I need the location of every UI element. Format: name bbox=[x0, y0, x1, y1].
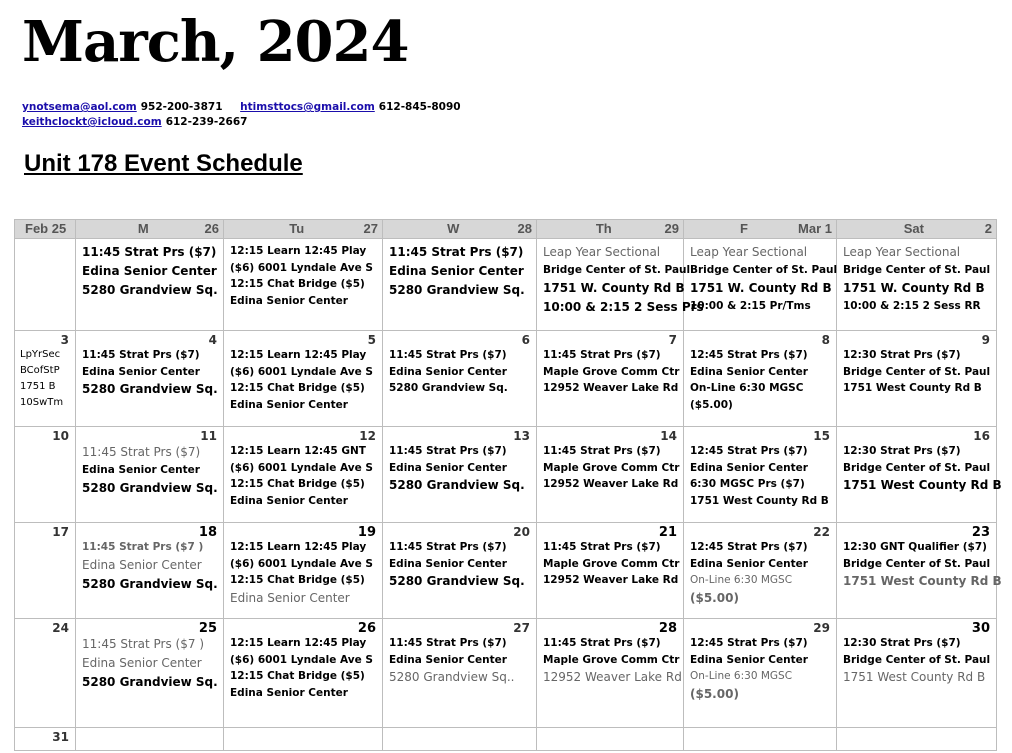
event-line: Edina Senior Center bbox=[230, 590, 350, 605]
header-cell bbox=[383, 220, 537, 239]
event-line: 12:30 Strat Prs ($7) bbox=[843, 637, 961, 649]
event-line: 12952 Weaver Lake Rd bbox=[543, 670, 682, 684]
page-title: March, 2024 bbox=[22, 9, 409, 75]
header-cell bbox=[15, 220, 76, 239]
day-number: 6 bbox=[521, 333, 530, 347]
day-cell bbox=[76, 427, 224, 523]
event-block bbox=[837, 347, 996, 397]
day-cell bbox=[684, 728, 837, 751]
event-line: ($6) 6001 Lyndale Ave S bbox=[230, 653, 373, 666]
day-number: 9 bbox=[981, 333, 990, 347]
header-day-name: Th bbox=[595, 221, 612, 236]
day-number: 26 bbox=[357, 621, 376, 636]
event-line: 5280 Grandview Sq. bbox=[389, 382, 508, 394]
header-date-number: 27 bbox=[363, 221, 378, 236]
event-line: Edina Senior Center bbox=[690, 653, 808, 666]
event-line: Bridge Center of St. Paul bbox=[843, 365, 991, 378]
event-block bbox=[224, 243, 382, 309]
event-line: Bridge Center of St. Paul bbox=[543, 264, 691, 276]
event-line: 12:15 Learn 12:45 Play bbox=[230, 349, 367, 361]
event-line: 6:30 MGSC Prs ($7) bbox=[690, 478, 805, 490]
event-block bbox=[684, 443, 836, 509]
event-line: ($6) 6001 Lyndale Ave S bbox=[230, 461, 373, 474]
day-cell bbox=[76, 523, 224, 619]
event-line: 1751 W. County Rd B bbox=[690, 280, 832, 295]
event-line: Edina Senior Center bbox=[389, 365, 507, 378]
day-cell bbox=[383, 523, 537, 619]
email-link-1[interactable]: ynotsema@aol.com bbox=[22, 101, 137, 113]
day-cell bbox=[837, 728, 997, 751]
week-row bbox=[15, 331, 997, 427]
phone-3: 612-239-2667 bbox=[165, 116, 248, 128]
event-line: Edina Senior Center bbox=[690, 557, 808, 570]
week-row bbox=[15, 728, 997, 751]
event-line: 1751 West County Rd B bbox=[843, 478, 1002, 492]
contact-line-2 bbox=[22, 115, 475, 130]
event-line: Maple Grove Comm Ctr bbox=[543, 365, 680, 378]
event-line: 5280 Grandview Sq. bbox=[389, 478, 525, 492]
day-number: 13 bbox=[513, 429, 530, 443]
day-number: 7 bbox=[668, 333, 677, 347]
week-row bbox=[15, 427, 997, 523]
event-line: On-Line 6:30 MGSC bbox=[690, 574, 793, 586]
event-line: ($5.00) bbox=[690, 686, 739, 701]
event-line: 12:45 Strat Prs ($7) bbox=[690, 349, 808, 361]
event-line: 12:15 Learn 12:45 GNT bbox=[230, 445, 366, 457]
event-line: 12:45 Strat Prs ($7) bbox=[690, 541, 808, 553]
event-line: 1751 B bbox=[20, 381, 56, 392]
event-line: 5280 Grandview Sq. bbox=[389, 283, 525, 297]
header-cell bbox=[224, 220, 383, 239]
day-number: 25 bbox=[198, 621, 217, 636]
day-cell bbox=[15, 728, 76, 751]
event-line: Edina Senior Center bbox=[389, 264, 524, 278]
event-line: 12:15 Chat Bridge ($5) bbox=[230, 278, 365, 290]
day-cell bbox=[537, 523, 684, 619]
event-line: Edina Senior Center bbox=[230, 686, 348, 699]
day-number: 14 bbox=[660, 429, 677, 443]
day-cell bbox=[684, 619, 837, 728]
event-block bbox=[537, 539, 683, 589]
event-line: 10:00 & 2:15 2 Sess RR bbox=[843, 299, 981, 312]
calendar-header-row bbox=[15, 220, 997, 239]
event-line: Edina Senior Center bbox=[230, 294, 348, 307]
day-cell bbox=[537, 239, 704, 331]
event-line: 5280 Grandview Sq.. bbox=[389, 670, 515, 684]
day-number: 3 bbox=[60, 333, 69, 347]
header-day-name: Tu bbox=[289, 221, 305, 236]
event-block bbox=[537, 635, 683, 687]
event-line: Bridge Center of St. Paul bbox=[843, 461, 991, 474]
contact-line-1 bbox=[22, 100, 475, 115]
day-cell bbox=[224, 619, 383, 728]
day-number: 11 bbox=[200, 429, 217, 443]
event-line: 10:00 & 2:15 Pr/Tms bbox=[690, 299, 811, 312]
day-cell bbox=[15, 619, 76, 728]
day-cell bbox=[76, 728, 224, 751]
event-block bbox=[224, 539, 382, 608]
event-line: 11:45 Strat Prs ($7) bbox=[543, 637, 661, 649]
day-number: 10 bbox=[52, 429, 69, 443]
event-line: 10SwTm bbox=[20, 397, 64, 408]
week-row bbox=[15, 523, 997, 619]
contact-info bbox=[22, 100, 475, 130]
event-block bbox=[76, 443, 223, 498]
event-line: Maple Grove Comm Ctr bbox=[543, 653, 680, 666]
event-block bbox=[224, 443, 382, 509]
day-cell bbox=[224, 427, 383, 523]
email-link-3[interactable]: keithclockt@icloud.com bbox=[22, 116, 162, 128]
event-block bbox=[224, 347, 382, 413]
schedule-subtitle: Unit 178 Event Schedule bbox=[24, 150, 303, 177]
day-cell bbox=[224, 331, 383, 427]
event-line: 12:15 Chat Bridge ($5) bbox=[230, 574, 365, 586]
event-line: 12:15 Learn 12:45 Play bbox=[230, 637, 367, 649]
header-cell bbox=[837, 220, 997, 239]
event-block bbox=[837, 243, 996, 314]
calendar-body bbox=[15, 239, 1002, 751]
event-line: 11:45 Strat Prs ($7) bbox=[82, 445, 201, 459]
event-line: 5280 Grandview Sq. bbox=[82, 480, 218, 495]
header-date-number: 26 bbox=[204, 221, 219, 236]
day-cell bbox=[537, 331, 684, 427]
day-number: 15 bbox=[813, 429, 830, 443]
event-block bbox=[76, 243, 223, 300]
event-line: 1751 W. County Rd B bbox=[543, 280, 685, 295]
event-line: 11:45 Strat Prs ($7) bbox=[82, 349, 200, 361]
week-row bbox=[15, 239, 997, 331]
event-line: On-Line 6:30 MGSC bbox=[690, 382, 804, 394]
event-block bbox=[224, 635, 382, 701]
event-line: 12952 Weaver Lake Rd bbox=[543, 382, 679, 394]
event-line: Edina Senior Center bbox=[389, 461, 507, 474]
event-line: 1751 W. County Rd B bbox=[843, 280, 985, 295]
day-cell bbox=[837, 619, 997, 728]
event-block bbox=[383, 443, 536, 495]
day-cell bbox=[383, 239, 537, 331]
event-line: 5280 Grandview Sq. bbox=[389, 574, 525, 588]
event-block bbox=[383, 347, 536, 397]
header-day-name: W bbox=[447, 221, 460, 236]
event-block bbox=[837, 635, 996, 687]
event-block bbox=[684, 347, 836, 413]
event-line: 11:45 Strat Prs ($7) bbox=[389, 445, 507, 457]
event-line: 1751 West County Rd B bbox=[843, 382, 982, 394]
event-line: Edina Senior Center bbox=[690, 365, 808, 378]
header-cell bbox=[684, 220, 837, 239]
header-day-name: Sat bbox=[903, 221, 924, 236]
event-line: ($5.00) bbox=[690, 398, 733, 411]
event-block bbox=[383, 539, 536, 591]
event-line: ($6) 6001 Lyndale Ave S bbox=[230, 261, 373, 274]
event-line: Edina Senior Center bbox=[82, 365, 200, 378]
event-line: 11:45 Strat Prs ($7) bbox=[389, 349, 507, 361]
event-block bbox=[684, 539, 836, 608]
header-date-number: 28 bbox=[517, 221, 532, 236]
event-line: Maple Grove Comm Ctr bbox=[543, 557, 680, 570]
event-line: Edina Senior Center bbox=[230, 494, 348, 507]
event-line: 11:45 Strat Prs ($7) bbox=[543, 349, 661, 361]
phone-1: 952-200-3871 bbox=[140, 101, 223, 113]
event-line: 11:45 Strat Prs ($7) bbox=[389, 245, 524, 259]
event-line: 12:30 Strat Prs ($7) bbox=[843, 445, 961, 457]
day-cell bbox=[684, 427, 837, 523]
event-line: Maple Grove Comm Ctr bbox=[543, 461, 680, 474]
event-line: Bridge Center of St. Paul bbox=[843, 264, 991, 276]
event-line: Edina Senior Center bbox=[82, 557, 202, 572]
event-line: 12:15 Learn 12:45 Play bbox=[230, 245, 367, 257]
event-line: Edina Senior Center bbox=[389, 653, 507, 666]
day-cell bbox=[684, 239, 837, 331]
event-block bbox=[837, 443, 1002, 495]
event-line: 11:45 Strat Prs ($7) bbox=[543, 445, 661, 457]
day-number: 20 bbox=[513, 525, 530, 539]
day-cell bbox=[224, 728, 383, 751]
day-cell bbox=[76, 239, 224, 331]
header-date-number: Mar 1 bbox=[798, 221, 832, 236]
day-cell bbox=[15, 427, 76, 523]
day-number: 24 bbox=[52, 621, 69, 635]
event-line: 11:45 Strat Prs ($7) bbox=[389, 637, 507, 649]
day-number: 8 bbox=[821, 333, 830, 347]
event-line: 1751 West County Rd B bbox=[843, 670, 986, 684]
week-row bbox=[15, 619, 997, 728]
event-line: LpYrSec bbox=[20, 349, 61, 360]
event-line: Leap Year Sectional bbox=[843, 245, 961, 259]
event-line: Edina Senior Center bbox=[82, 264, 217, 278]
event-block bbox=[76, 347, 223, 399]
header-cell bbox=[537, 220, 684, 239]
day-number: 19 bbox=[357, 525, 376, 540]
day-number: 17 bbox=[52, 525, 69, 539]
event-line: On-Line 6:30 MGSC bbox=[690, 670, 793, 682]
event-block bbox=[684, 243, 836, 314]
day-number: 16 bbox=[973, 429, 990, 443]
event-line: 11:45 Strat Prs ($7) bbox=[82, 245, 217, 259]
day-cell bbox=[224, 239, 383, 331]
event-line: Edina Senior Center bbox=[389, 557, 507, 570]
header-day-name: M bbox=[137, 221, 149, 236]
event-line: 11:45 Strat Prs ($7) bbox=[389, 541, 507, 553]
event-line: 12:45 Strat Prs ($7) bbox=[690, 445, 808, 457]
day-cell bbox=[15, 523, 76, 619]
event-block bbox=[76, 539, 223, 594]
event-block bbox=[837, 539, 1002, 591]
day-number: 18 bbox=[198, 525, 217, 540]
event-block bbox=[383, 635, 536, 687]
day-number: 30 bbox=[971, 621, 990, 636]
event-block bbox=[383, 243, 536, 300]
header-date-number: Feb 25 bbox=[25, 221, 67, 236]
event-line: ($6) 6001 Lyndale Ave S bbox=[230, 557, 373, 570]
event-block bbox=[537, 443, 683, 493]
day-cell bbox=[537, 728, 684, 751]
day-cell bbox=[537, 619, 684, 728]
day-cell bbox=[837, 427, 1002, 523]
day-cell bbox=[224, 523, 383, 619]
day-cell bbox=[837, 239, 997, 331]
event-line: 1751 West County Rd B bbox=[690, 494, 829, 507]
event-block bbox=[537, 347, 683, 397]
day-number: 27 bbox=[513, 621, 530, 635]
day-number: 29 bbox=[813, 621, 830, 635]
day-cell bbox=[383, 331, 537, 427]
phone-2: 612-845-8090 bbox=[378, 101, 461, 113]
day-cell bbox=[837, 523, 1002, 619]
day-cell bbox=[684, 523, 837, 619]
day-number: 4 bbox=[208, 333, 217, 347]
event-line: 11:45 Strat Prs ($7) bbox=[543, 541, 661, 553]
event-block bbox=[76, 635, 223, 692]
event-line: Bridge Center of St. Paul bbox=[843, 557, 991, 570]
day-number: 31 bbox=[52, 730, 69, 744]
day-cell bbox=[15, 331, 76, 427]
event-line: 12:15 Chat Bridge ($5) bbox=[230, 670, 365, 682]
day-cell bbox=[684, 331, 837, 427]
event-line: 12952 Weaver Lake Rd bbox=[543, 478, 679, 490]
event-line: Edina Senior Center bbox=[230, 398, 348, 411]
day-cell bbox=[837, 331, 997, 427]
header-date-number: 29 bbox=[664, 221, 679, 236]
event-line: 5280 Grandview Sq. bbox=[82, 576, 218, 591]
event-line: 1751 West County Rd B bbox=[843, 574, 1002, 588]
event-line: Edina Senior Center bbox=[690, 461, 808, 474]
event-line: 12:15 Learn 12:45 Play bbox=[230, 541, 367, 553]
header-date-number: 2 bbox=[984, 221, 992, 236]
event-line: 12:30 GNT Qualifier ($7) bbox=[843, 541, 987, 553]
day-cell bbox=[383, 427, 537, 523]
event-line: 12:30 Strat Prs ($7) bbox=[843, 349, 961, 361]
day-number: 23 bbox=[971, 525, 990, 540]
calendar-table bbox=[14, 219, 1002, 751]
event-line: Bridge Center of St. Paul bbox=[843, 653, 991, 666]
day-cell bbox=[76, 331, 224, 427]
event-line: 12952 Weaver Lake Rd bbox=[543, 574, 679, 586]
event-line: Leap Year Sectional bbox=[543, 245, 661, 259]
day-number: 12 bbox=[359, 429, 376, 443]
day-cell bbox=[76, 619, 224, 728]
event-line: ($6) 6001 Lyndale Ave S bbox=[230, 365, 373, 378]
event-line: 12:15 Chat Bridge ($5) bbox=[230, 382, 365, 394]
event-line: Edina Senior Center bbox=[82, 464, 200, 476]
day-number: 5 bbox=[367, 333, 376, 347]
event-line: BCofStP bbox=[20, 365, 60, 376]
event-line: 12:45 Strat Prs ($7) bbox=[690, 637, 808, 649]
day-cell bbox=[383, 619, 537, 728]
day-number: 28 bbox=[658, 621, 677, 636]
email-link-2[interactable]: htimsttocs@gmail.com bbox=[240, 101, 375, 113]
event-line: Leap Year Sectional bbox=[690, 245, 808, 259]
event-block bbox=[15, 347, 75, 411]
event-line: ($5.00) bbox=[690, 590, 739, 605]
event-line: Edina Senior Center bbox=[82, 656, 202, 670]
header-cell bbox=[76, 220, 224, 239]
event-block bbox=[684, 635, 836, 704]
event-line: 5280 Grandview Sq. bbox=[82, 675, 218, 689]
header-day-name: F bbox=[740, 221, 748, 236]
day-cell bbox=[383, 728, 537, 751]
event-line: 5280 Grandview Sq. bbox=[82, 283, 218, 297]
event-block bbox=[537, 243, 704, 317]
day-cell bbox=[537, 427, 684, 523]
day-cell bbox=[15, 239, 76, 331]
day-number: 21 bbox=[658, 525, 677, 540]
event-line: 11:45 Strat Prs ($7 ) bbox=[82, 637, 204, 651]
day-number: 22 bbox=[813, 525, 830, 539]
event-line: 5280 Grandview Sq. bbox=[82, 382, 218, 396]
event-line: 12:15 Chat Bridge ($5) bbox=[230, 478, 365, 490]
event-line: 11:45 Strat Prs ($7 ) bbox=[82, 541, 204, 553]
event-line: Bridge Center of St. Paul bbox=[690, 264, 838, 276]
event-line: 10:00 & 2:15 2 Sess Prs bbox=[543, 299, 704, 314]
